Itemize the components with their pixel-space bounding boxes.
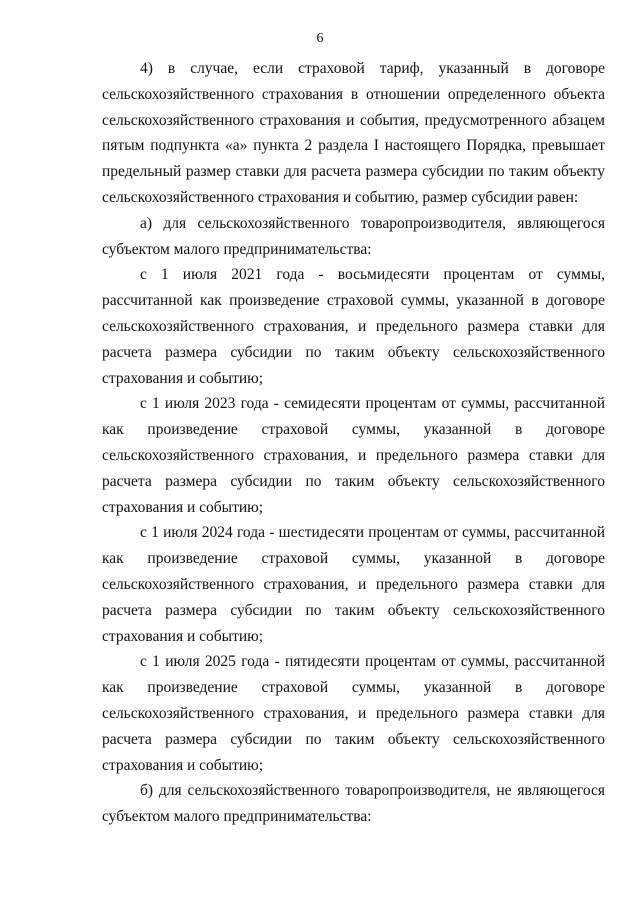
paragraph-2025: с 1 июля 2025 года - пятидесяти процентам от суммы, рассчитанной как произведение страховой суммы, указанной в договоре сельскохозяйственного страхования, и предельного размера ставки для расчета размера субсидии по таким объекту сельскохозяйственного страхования и событию;: [102, 653, 605, 774]
paragraph-subitem-b: б) для сельскохозяйственного товаропроизводителя, не являющегося субъектом малого предпринимательства:: [102, 782, 605, 826]
paragraph-subitem-a: а) для сельскохозяйственного товаропроизводителя, являющегося субъектом малого предпринимательства:: [102, 214, 605, 258]
paragraph-2024: с 1 июля 2024 года - шестидесяти процентам от суммы, рассчитанной как произведение страховой суммы, указанной в договоре сельскохозяйственного страхования, и предельного размера ставки для расчета размера субсидии по таким объекту сельскохозяйственного страхования и событию;: [102, 524, 605, 645]
document-body: [102, 56, 605, 830]
paragraph-2021: с 1 июля 2021 года - восьмидесяти процентам от суммы, рассчитанной как произведение страховой суммы, указанной в договоре сельскохозяйственного страхования, и предельного размера ставки для расчета размера субсидии по таким объекту сельскохозяйственного страхования и событию;: [102, 266, 605, 387]
paragraph-2023: с 1 июля 2023 года - семидесяти процентам от суммы, рассчитанной как произведение страховой суммы, указанной в договоре сельскохозяйственного страхования, и предельного размера ставки для расчета размера субсидии по таким объекту сельскохозяйственного страхования и событию;: [102, 395, 605, 516]
paragraph-item-4: 4) в случае, если страховой тариф, указанный в договоре сельскохозяйственного страхования в отношении определенного объекта сельскохозяйственного страхования и события, предусмотренного абзацем пятым подпункта «а» пункта 2 раздела I настоящего Порядка, превышает предельный размер ставки для расчета размера субсидии по таким объекту сельскохозяйственного страхования и событию, размер субсидии равен:: [102, 60, 605, 206]
page-number: 6: [316, 31, 324, 46]
